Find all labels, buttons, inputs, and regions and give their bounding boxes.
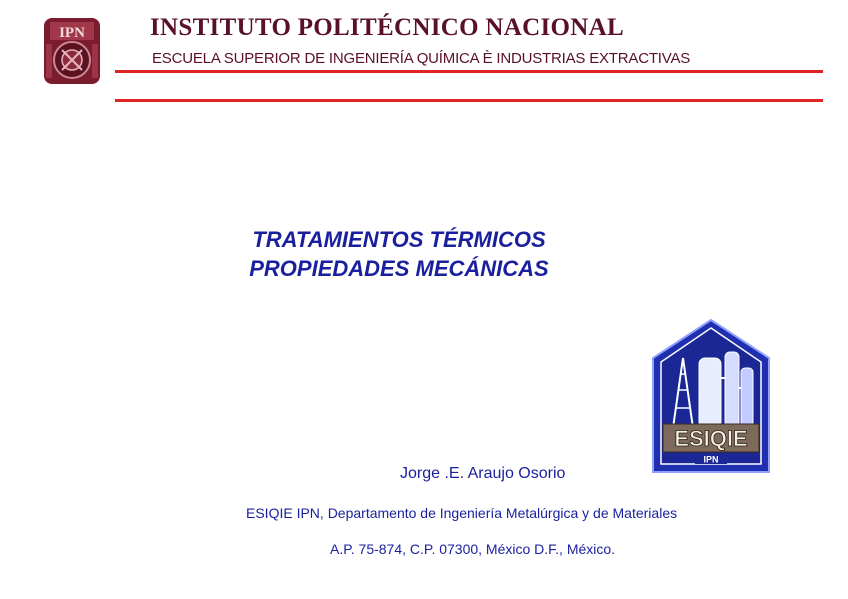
header-rule-bottom xyxy=(115,99,823,102)
institution-name: INSTITUTO POLITÉCNICO NACIONAL xyxy=(150,14,624,41)
svg-text:IPN: IPN xyxy=(59,25,85,41)
address: A.P. 75-874, C.P. 07300, México D.F., México. xyxy=(330,541,616,557)
author-name: Jorge .E. Araujo Osorio xyxy=(400,465,566,482)
school-name: ESCUELA SUPERIOR DE INGENIERÍA QUÍMICA È INDUSTRIAS EXTRACTIVAS xyxy=(152,50,691,67)
esiqie-logo-subtext: IPN xyxy=(703,454,719,465)
title-line-1: TRATAMIENTOS TÉRMICOS xyxy=(252,227,546,252)
esiqie-logo-icon xyxy=(651,318,771,474)
title-line-2: PROPIEDADES MECÁNICAS xyxy=(249,256,549,281)
ipn-seal-icon xyxy=(40,16,104,86)
header-rule-top xyxy=(115,70,823,73)
affiliation: ESIQIE IPN, Departamento de Ingeniería Metalúrgica y de Materiales xyxy=(246,505,678,521)
esiqie-logo-text: ESIQIE xyxy=(674,426,748,451)
